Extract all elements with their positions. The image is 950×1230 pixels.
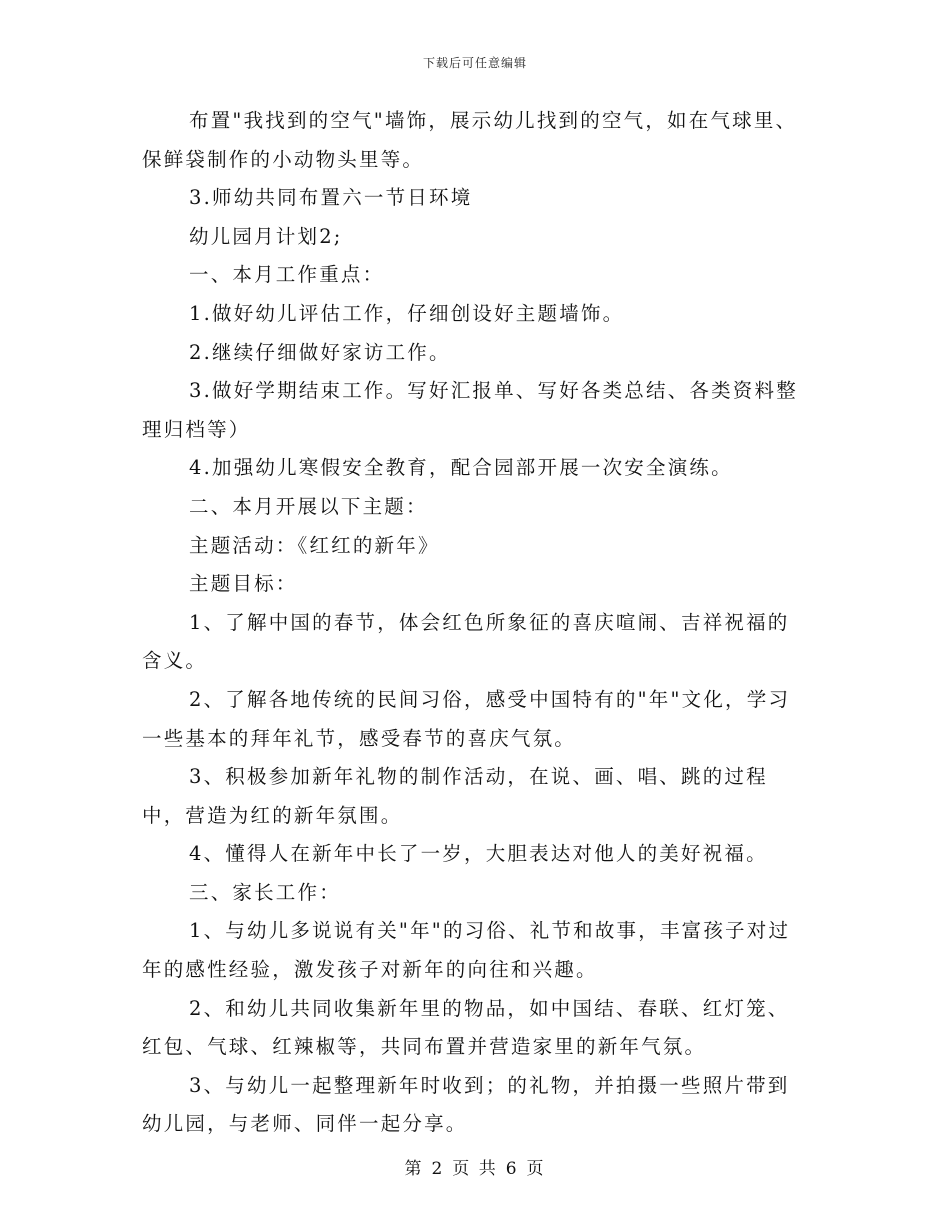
section-heading: 一、本月工作重点： xyxy=(189,263,385,287)
paragraph: 1.做好幼儿评估工作，仔细创设好主题墙饰。 xyxy=(189,301,625,325)
footer-middle: 页 共 xyxy=(452,1159,498,1179)
paragraph: 4、懂得人在新年中长了一岁，大胆表达对他人的美好祝福。 xyxy=(189,842,768,866)
paragraph: 布置"我找到的空气"墙饰，展示幼儿找到的空气，如在气球里、保鲜袋制作的小动物头里等。 xyxy=(142,109,798,171)
paragraph: 3、积极参加新年礼物的制作活动，在说、画、唱、跳的过程中，营造为红的新年氛围。 xyxy=(142,765,768,827)
paragraph: 1、了解中国的春节，体会红色所象征的喜庆喧闹、吉祥祝福的含义。 xyxy=(142,610,790,673)
paragraph: 3.做好学期结束工作。写好汇报单、写好各类总结、各类资料整理归档等） xyxy=(142,379,798,441)
paragraph: 2、和幼儿共同收集新年里的物品，如中国结、春联、红灯笼、红包、气球、红辣椒等，共同布置并营造家里的新年气氛。 xyxy=(142,996,790,1059)
document-body xyxy=(142,102,806,1144)
paragraph: 2、了解各地传统的民间习俗，感受中国特有的"年"文化，学习一些基本的拜年礼节，感受春节的喜庆气氛。 xyxy=(142,687,791,750)
paragraph: 3、与幼儿一起整理新年时收到；的礼物，并拍摄一些照片带到幼儿园，与老师、同伴一起分享。 xyxy=(142,1073,790,1136)
paragraph: 1、与幼儿多说说有关"年"的习俗、礼节和故事，丰富孩子对过年的感性经验，激发孩子对新年的向往和兴趣。 xyxy=(142,919,791,982)
page-header: 下载后可任意编辑 xyxy=(422,56,527,70)
footer-suffix: 页 xyxy=(526,1159,546,1179)
page-footer xyxy=(0,1154,950,1179)
paragraph: 主题活动：《红红的新年》 xyxy=(189,533,440,557)
paragraph: 主题目标： xyxy=(189,572,298,596)
paragraph: 2.继续仔细做好家访工作。 xyxy=(189,340,451,364)
footer-page-number: 2 xyxy=(431,1159,445,1179)
paragraph: 4.加强幼儿寒假安全教育，配合园部开展一次安全演练。 xyxy=(189,456,733,480)
paragraph: 幼儿园月计划2; xyxy=(189,224,343,248)
section-heading: 三、家长工作： xyxy=(189,880,341,904)
section-heading: 二、本月开展以下主题： xyxy=(189,494,428,518)
footer-prefix: 第 xyxy=(404,1159,424,1179)
paragraph: 3.师幼共同布置六一节日环境 xyxy=(189,186,473,210)
footer-total-pages: 6 xyxy=(505,1159,519,1179)
